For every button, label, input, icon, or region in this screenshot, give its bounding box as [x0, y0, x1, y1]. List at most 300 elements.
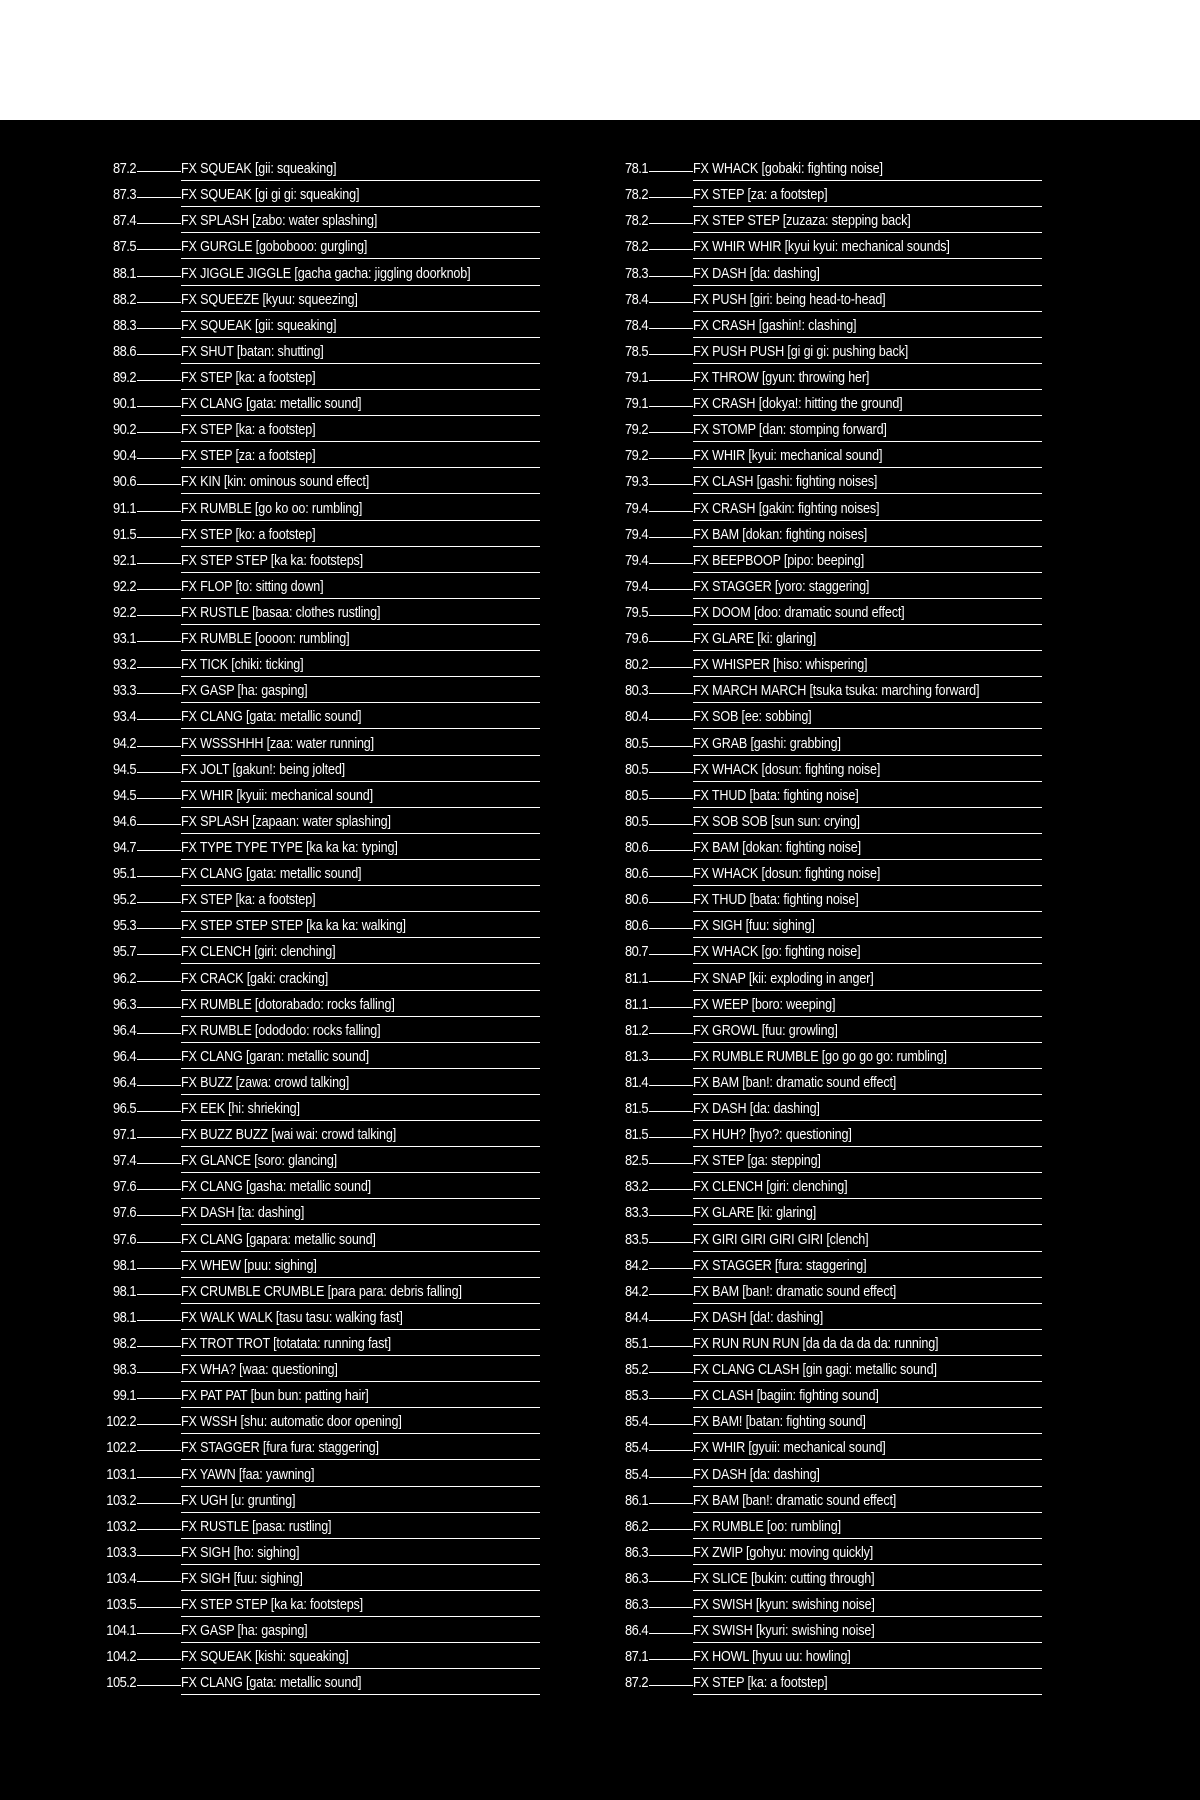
sfx-translation-text: FX WHIR [kyui: mechanical sound]: [693, 447, 883, 465]
sfx-translation: [181, 760, 540, 782]
sfx-translation: [181, 1360, 540, 1382]
sfx-entry: [592, 547, 1042, 573]
page-panel-number: 79.4: [624, 499, 648, 517]
sfx-translation-text: FX BAM [ban!: dramatic sound effect]: [693, 1282, 897, 1300]
sfx-entry: [80, 1252, 540, 1278]
leader-line: [137, 902, 181, 903]
sfx-translation-text: FX BAM [ban!: dramatic sound effect]: [693, 1491, 897, 1509]
page-panel-number: 80.6: [624, 865, 648, 883]
page-panel-number: 98.1: [112, 1308, 136, 1326]
sfx-translation: [693, 1073, 1042, 1095]
leader-line: [137, 563, 181, 564]
sfx-translation-text: FX STEP [ko: a footstep]: [181, 525, 316, 543]
sfx-translation: [181, 264, 540, 286]
sfx-entry: [592, 912, 1042, 938]
sfx-translation-text: FX WEEP [boro: weeping]: [693, 995, 836, 1013]
sfx-entry: [592, 729, 1042, 755]
sfx-entry: [80, 1591, 540, 1617]
sfx-translation-text: FX GASP [ha: gasping]: [181, 682, 308, 700]
sfx-translation: [181, 1412, 540, 1434]
page-panel-number: 95.2: [112, 891, 136, 909]
sfx-translation-text: FX WSSH [shu: automatic door opening]: [181, 1413, 402, 1431]
sfx-entry: [80, 468, 540, 494]
sfx-translation-text: FX SQUEAK [kishi: squeaking]: [181, 1648, 349, 1666]
sfx-translation-text: FX FLOP [to: sitting down]: [181, 577, 324, 595]
sfx-entry: [80, 1225, 540, 1251]
sfx-entry: [592, 964, 1042, 990]
sfx-entry: [80, 703, 540, 729]
sfx-translation: [693, 1621, 1042, 1643]
sfx-entry: [592, 1043, 1042, 1069]
page-panel-number: 91.1: [112, 499, 136, 517]
leader-line: [137, 1163, 181, 1164]
sfx-translation: [181, 577, 540, 599]
sfx-translation-text: FX STEP [ka: a footstep]: [693, 1674, 828, 1692]
leader-line: [649, 902, 693, 903]
sfx-translation: [181, 211, 540, 233]
sfx-entry: [592, 286, 1042, 312]
sfx-translation-text: FX CRACK [gaki: cracking]: [181, 969, 329, 987]
sfx-translation-text: FX RUMBLE [dotorabado: rocks falling]: [181, 995, 395, 1013]
sfx-entry: [80, 991, 540, 1017]
leader-line: [649, 876, 693, 877]
page-panel-number: 80.2: [624, 656, 648, 674]
sfx-entry: [592, 1173, 1042, 1199]
sfx-entry: [80, 756, 540, 782]
sfx-translation: [693, 472, 1042, 494]
sfx-entry: [80, 494, 540, 520]
sfx-translation: [181, 185, 540, 207]
sfx-translation: [693, 812, 1042, 834]
sfx-translation: [181, 629, 540, 651]
sfx-translation: [181, 1386, 540, 1408]
sfx-translation: [693, 838, 1042, 860]
sfx-translation: [693, 237, 1042, 259]
sfx-entry: [592, 1147, 1042, 1173]
leader-line: [649, 1163, 693, 1164]
sfx-translation: [181, 734, 540, 756]
sfx-translation: [693, 603, 1042, 625]
sfx-entry: [592, 1278, 1042, 1304]
leader-line: [137, 1503, 181, 1504]
leader-line: [137, 928, 181, 929]
leader-line: [649, 354, 693, 355]
sfx-translation: [181, 237, 540, 259]
leader-line: [649, 1633, 693, 1634]
sfx-translation: [693, 394, 1042, 416]
leader-line: [649, 693, 693, 694]
page-panel-number: 80.5: [624, 786, 648, 804]
page-panel-number: 95.3: [112, 917, 136, 935]
leader-line: [137, 1529, 181, 1530]
sfx-translation-text: FX MARCH MARCH [tsuka tsuka: marching forward]: [693, 682, 980, 700]
page-panel-number: 79.5: [624, 603, 648, 621]
leader-line: [137, 746, 181, 747]
sfx-translation-text: FX CRASH [gakin: fighting noises]: [693, 499, 880, 517]
leader-line: [649, 1242, 693, 1243]
sfx-translation-text: FX HOWL [hyuu uu: howling]: [693, 1648, 851, 1666]
sfx-entry: [80, 573, 540, 599]
sfx-translation: [181, 1334, 540, 1356]
page-panel-number: 103.2: [106, 1491, 136, 1509]
leader-line: [137, 328, 181, 329]
page-panel-number: 86.3: [624, 1596, 648, 1614]
leader-line: [137, 1007, 181, 1008]
page-panel-number: 78.2: [624, 238, 648, 256]
sfx-entry: [80, 259, 540, 285]
sfx-translation: [693, 1569, 1042, 1591]
sfx-translation-text: FX WHEW [puu: sighing]: [181, 1256, 317, 1274]
page-panel-number: 97.6: [112, 1204, 136, 1222]
sfx-entry: [80, 1643, 540, 1669]
sfx-translation-text: FX CLENCH [giri: clenching]: [181, 943, 336, 961]
leader-line: [649, 406, 693, 407]
sfx-translation: [181, 342, 540, 364]
page-panel-number: 94.2: [112, 734, 136, 752]
sfx-translation-text: FX SHUT [batan: shutting]: [181, 342, 324, 360]
leader-line: [137, 981, 181, 982]
sfx-translation-text: FX PUSH PUSH [gi gi gi: pushing back]: [693, 342, 909, 360]
sfx-entry: [592, 1434, 1042, 1460]
leader-line: [649, 719, 693, 720]
sfx-entry: [80, 1382, 540, 1408]
leader-line: [649, 1294, 693, 1295]
sfx-translation: [181, 420, 540, 442]
sfx-entry: [592, 1487, 1042, 1513]
page-panel-number: 94.5: [112, 786, 136, 804]
sfx-translation-text: FX TYPE TYPE TYPE [ka ka ka: typing]: [181, 838, 398, 856]
leader-line: [137, 1111, 181, 1112]
page-panel-number: 78.1: [624, 160, 648, 178]
sfx-translation-text: FX DASH [da: dashing]: [693, 1100, 820, 1118]
sfx-entry: [80, 1121, 540, 1147]
leader-line: [137, 1607, 181, 1608]
sfx-translation: [693, 1334, 1042, 1356]
page-panel-number: 84.2: [624, 1256, 648, 1274]
page-panel-number: 79.6: [624, 630, 648, 648]
sfx-entry: [80, 1069, 540, 1095]
page-panel-number: 80.7: [624, 943, 648, 961]
sfx-translation-text: FX KIN [kin: ominous sound effect]: [181, 473, 370, 491]
sfx-entry: [592, 703, 1042, 729]
leader-line: [137, 1346, 181, 1347]
sfx-entry: [80, 1017, 540, 1043]
leader-line: [137, 1555, 181, 1556]
sfx-translation: [693, 786, 1042, 808]
sfx-translation: [693, 734, 1042, 756]
page-panel-number: 83.5: [624, 1230, 648, 1248]
sfx-translation: [181, 1021, 540, 1043]
leader-line: [649, 641, 693, 642]
sfx-translation: [693, 916, 1042, 938]
sfx-translation-text: FX WHIR WHIR [kyui kyui: mechanical sounds]: [693, 238, 950, 256]
sfx-translation-text: FX DASH [da: dashing]: [693, 264, 820, 282]
leader-line: [649, 746, 693, 747]
page-panel-number: 96.5: [112, 1100, 136, 1118]
page-panel-number: 81.2: [624, 1021, 648, 1039]
sfx-translation-text: FX ZWIP [gohyu: moving quickly]: [693, 1543, 874, 1561]
sfx-translation: [693, 316, 1042, 338]
sfx-translation-text: FX WHACK [gobaki: fighting noise]: [693, 160, 883, 178]
sfx-translation-text: FX JOLT [gakun!: being jolted]: [181, 760, 345, 778]
page-panel-number: 92.2: [112, 603, 136, 621]
sfx-translation-text: FX WHISPER [hiso: whispering]: [693, 656, 868, 674]
leader-line: [137, 1424, 181, 1425]
top-margin: [0, 0, 1200, 120]
sfx-translation: [181, 1569, 540, 1591]
sfx-translation-text: FX GRAB [gashi: grabbing]: [693, 734, 841, 752]
sfx-translation: [693, 942, 1042, 964]
leader-line: [649, 511, 693, 512]
leader-line: [137, 1398, 181, 1399]
sfx-translation: [181, 499, 540, 521]
sfx-translation-text: FX STEP STEP [ka ka: footsteps]: [181, 551, 364, 569]
sfx-translation-text: FX WALK WALK [tasu tasu: walking fast]: [181, 1308, 403, 1326]
sfx-entry: [80, 1487, 540, 1513]
page-panel-number: 103.3: [106, 1543, 136, 1561]
leader-line: [649, 954, 693, 955]
sfx-translation-text: FX RUSTLE [basaa: clothes rustling]: [181, 603, 381, 621]
leader-line: [649, 432, 693, 433]
page-panel-number: 81.5: [624, 1126, 648, 1144]
page-panel-number: 96.4: [112, 1073, 136, 1091]
sfx-entry: [592, 468, 1042, 494]
sfx-entry: [592, 155, 1042, 181]
sfx-entry: [592, 1539, 1042, 1565]
sfx-translation: [181, 786, 540, 808]
sfx-translation-text: FX SQUEEZE [kyuu: squeezing]: [181, 290, 358, 308]
leader-line: [137, 1033, 181, 1034]
page-panel-number: 94.6: [112, 812, 136, 830]
sfx-entry: [80, 1513, 540, 1539]
sfx-translation: [693, 1021, 1042, 1043]
sfx-entry: [592, 782, 1042, 808]
page-panel-number: 92.1: [112, 551, 136, 569]
page-panel-number: 86.1: [624, 1491, 648, 1509]
sfx-translation: [181, 707, 540, 729]
leader-line: [137, 1189, 181, 1190]
sfx-translation: [181, 1256, 540, 1278]
leader-line: [137, 693, 181, 694]
sfx-translation: [693, 290, 1042, 312]
sfx-translation-text: FX SOB [ee: sobbing]: [693, 708, 812, 726]
sfx-translation: [693, 1203, 1042, 1225]
sfx-translation-text: FX WSSSHHH [zaa: water running]: [181, 734, 374, 752]
page-panel-number: 97.6: [112, 1178, 136, 1196]
sfx-entry: [80, 181, 540, 207]
leader-line: [649, 380, 693, 381]
leader-line: [137, 1137, 181, 1138]
leader-line: [137, 1450, 181, 1451]
sfx-entry: [592, 207, 1042, 233]
sfx-entry: [80, 442, 540, 468]
leader-line: [137, 458, 181, 459]
sfx-entry: [80, 677, 540, 703]
page-panel-number: 95.1: [112, 865, 136, 883]
page-panel-number: 96.2: [112, 969, 136, 987]
sfx-entry: [80, 1173, 540, 1199]
sfx-translation-text: FX RUMBLE [go ko oo: rumbling]: [181, 499, 363, 517]
sfx-entry: [592, 1408, 1042, 1434]
page-panel-number: 88.2: [112, 290, 136, 308]
sfx-translation: [181, 1621, 540, 1643]
leader-line: [137, 223, 181, 224]
right-column: [592, 155, 1042, 1695]
sfx-translation: [693, 1308, 1042, 1330]
sfx-entry: [592, 1513, 1042, 1539]
sfx-entry: [592, 1199, 1042, 1225]
sfx-translation-text: FX STAGGER [yoro: staggering]: [693, 577, 870, 595]
sfx-translation-text: FX BUZZ [zawa: crowd talking]: [181, 1073, 350, 1091]
sfx-translation-text: FX THUD [bata: fighting noise]: [693, 891, 859, 909]
sfx-entry: [80, 1617, 540, 1643]
sfx-translation: [693, 342, 1042, 364]
sfx-translation-text: FX SQUEAK [gii: squeaking]: [181, 160, 337, 178]
sfx-translation: [693, 1151, 1042, 1173]
sfx-translation-text: FX CRASH [dokya!: hitting the ground]: [693, 395, 903, 413]
sfx-entry: [592, 938, 1042, 964]
leader-line: [649, 1424, 693, 1425]
sfx-translation: [181, 890, 540, 912]
sfx-entry: [80, 1278, 540, 1304]
page-panel-number: 83.3: [624, 1204, 648, 1222]
sfx-translation-text: FX SOB SOB [sun sun: crying]: [693, 812, 860, 830]
page-panel-number: 78.5: [624, 342, 648, 360]
sfx-translation-text: FX RUMBLE [oooon: rumbling]: [181, 630, 350, 648]
sfx-translation-text: FX RUMBLE RUMBLE [go go go go: rumbling]: [693, 1047, 947, 1065]
sfx-translation-text: FX EEK [hi: shrieking]: [181, 1100, 300, 1118]
leader-line: [649, 1033, 693, 1034]
sfx-entry: [80, 1434, 540, 1460]
leader-line: [137, 484, 181, 485]
leader-line: [649, 302, 693, 303]
sfx-translation: [181, 1465, 540, 1487]
sfx-entry: [80, 729, 540, 755]
sfx-translation-text: FX BAM [dokan: fighting noise]: [693, 838, 861, 856]
leader-line: [649, 1346, 693, 1347]
sfx-translation-text: FX CLANG [gapara: metallic sound]: [181, 1230, 376, 1248]
page-panel-number: 94.7: [112, 838, 136, 856]
sfx-entry: [592, 1591, 1042, 1617]
sfx-translation: [693, 1125, 1042, 1147]
sfx-entry: [592, 886, 1042, 912]
sfx-entry: [80, 547, 540, 573]
page-panel-number: 88.6: [112, 342, 136, 360]
leader-line: [137, 249, 181, 250]
sfx-translation-text: FX WHIR [kyuii: mechanical sound]: [181, 786, 373, 804]
sfx-entry: [80, 1095, 540, 1121]
sfx-entry: [80, 1147, 540, 1173]
page-panel-number: 78.4: [624, 316, 648, 334]
leader-line: [649, 1059, 693, 1060]
page-panel-number: 80.6: [624, 917, 648, 935]
leader-line: [649, 328, 693, 329]
page-panel-number: 82.5: [624, 1152, 648, 1170]
page-panel-number: 98.2: [112, 1335, 136, 1353]
sfx-translation: [693, 1517, 1042, 1539]
page-panel-number: 81.5: [624, 1100, 648, 1118]
page-panel-number: 97.1: [112, 1126, 136, 1144]
leader-line: [649, 1607, 693, 1608]
page-panel-number: 97.6: [112, 1230, 136, 1248]
sfx-translation-text: FX WHACK [go: fighting noise]: [693, 943, 861, 961]
sfx-entry: [80, 651, 540, 677]
sfx-translation-text: FX BUZZ BUZZ [wai wai: crowd talking]: [181, 1126, 397, 1144]
sfx-translation: [693, 995, 1042, 1017]
leader-line: [137, 1477, 181, 1478]
sfx-entry: [80, 1043, 540, 1069]
leader-line: [649, 589, 693, 590]
sfx-translation: [181, 1203, 540, 1225]
page-panel-number: 98.1: [112, 1256, 136, 1274]
leader-line: [649, 249, 693, 250]
page-panel-number: 84.4: [624, 1308, 648, 1326]
page-panel-number: 79.1: [624, 368, 648, 386]
page-panel-number: 87.1: [624, 1648, 648, 1666]
leader-line: [649, 1555, 693, 1556]
sfx-entry: [592, 181, 1042, 207]
sfx-entry: [592, 756, 1042, 782]
leader-line: [137, 850, 181, 851]
page-panel-number: 81.1: [624, 995, 648, 1013]
sfx-translation-text: FX CLANG [gata: metallic sound]: [181, 865, 362, 883]
leader-line: [137, 798, 181, 799]
leader-line: [137, 171, 181, 172]
leader-line: [649, 928, 693, 929]
page-panel-number: 80.6: [624, 891, 648, 909]
sfx-translation-text: FX CLANG [gata: metallic sound]: [181, 708, 362, 726]
sfx-entry: [80, 416, 540, 442]
sfx-translation-text: FX DOOM [doo: dramatic sound effect]: [693, 603, 905, 621]
sfx-entry: [592, 1669, 1042, 1695]
page-panel-number: 98.1: [112, 1282, 136, 1300]
sfx-translation: [181, 1438, 540, 1460]
sfx-translation-text: FX GROWL [fuu: growling]: [693, 1021, 838, 1039]
sfx-entry: [592, 338, 1042, 364]
leader-line: [649, 1529, 693, 1530]
leader-line: [137, 354, 181, 355]
page-panel-number: 79.4: [624, 525, 648, 543]
sfx-translation-text: FX DASH [ta: dashing]: [181, 1204, 305, 1222]
leader-line: [137, 641, 181, 642]
sfx-translation-text: FX GIRI GIRI GIRI GIRI [clench]: [693, 1230, 869, 1248]
sfx-translation: [181, 1125, 540, 1147]
page-panel-number: 81.1: [624, 969, 648, 987]
leader-line: [649, 171, 693, 172]
leader-line: [649, 223, 693, 224]
sfx-entry: [80, 834, 540, 860]
leader-line: [137, 1215, 181, 1216]
sfx-translation: [181, 1099, 540, 1121]
sfx-translation: [693, 1438, 1042, 1460]
page-panel-number: 85.2: [624, 1361, 648, 1379]
page-panel-number: 86.4: [624, 1622, 648, 1640]
sfx-translation: [181, 1177, 540, 1199]
sfx-entry: [592, 442, 1042, 468]
leader-line: [137, 876, 181, 877]
leader-line: [649, 1007, 693, 1008]
sfx-entry: [80, 1460, 540, 1486]
page-panel-number: 85.1: [624, 1335, 648, 1353]
page-panel-number: 84.2: [624, 1282, 648, 1300]
sfx-translation: [693, 1595, 1042, 1617]
sfx-translation: [693, 211, 1042, 233]
sfx-translation: [181, 603, 540, 625]
sfx-translation-text: FX SLICE [bukin: cutting through]: [693, 1570, 875, 1588]
sfx-translation: [693, 1177, 1042, 1199]
sfx-translation: [693, 681, 1042, 703]
sfx-translation-text: FX TICK [chiki: ticking]: [181, 656, 304, 674]
